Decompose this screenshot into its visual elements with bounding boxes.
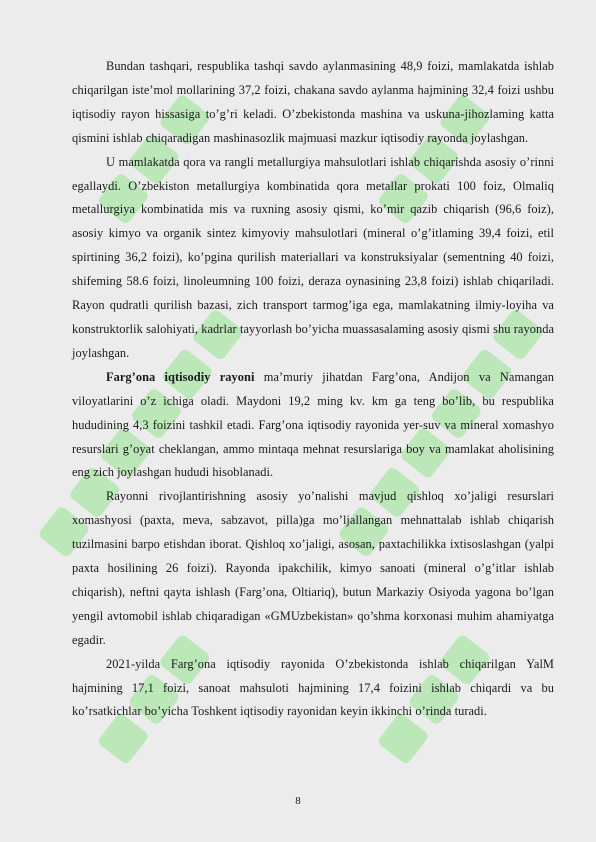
section-heading: Farg’ona iqtisodiy rayoni bbox=[106, 369, 255, 384]
page-number: 8 bbox=[295, 795, 301, 807]
paragraph: Rayonni rivojlantirishning asosiy yo’nalishi mavjud qishloq xo’jaligi resurslari xomashyosi (paxta, meva, sabzavot, pilla)ga mo’ljallangan mehnattalab ishlab chiqarish tuzilmasini barpo etishdan iborat. Qishloq xo’jaligi, asosan, paxtachilikka ixtisoslashgan (yalpi paxta hosilining 26 foizi). Rayonda ipakchilik, kimyo sanoati (mineral o’g’itlar ishlab chiqarish), neftni qayta ishlash (Farg’ona, Oltiariq), butun Markaziy Osiyoda yagona bo’lgan yengil avtomobil ishlab chiqaradigan «GMUzbekistan» qo’shma korxonasi muhim ahamiyatga egadir. bbox=[72, 489, 554, 647]
body-text bbox=[72, 55, 554, 724]
paragraph: 2021-yilda Farg’ona iqtisodiy rayonida O’zbekistonda ishlab chiqarilgan YalM hajmining 17,1 foizi, sanoat mahsuloti hajmining 17,4 foizini ishlab chiqardi va bu ko’rsatkichlar bo’yicha Toshkent iqtisodiy rayonidan keyin ikkinchi o’rinda turadi. bbox=[72, 656, 554, 719]
paragraph: U mamlakatda qora va rangli metallurgiya mahsulotlari ishlab chiqarishda asosiy o’rinni egallaydi. O’zbekiston metallurgiya kombinatida qora metallar prokati 100 foiz, Olmaliq metallurgiya kombinatida mis va ruxning asosiy qismi, ko’mir qazib chiqarish (96,6 foiz), asosiy kimyo va organik sintez kimyoviy mahsulotlari (mineral o’g’itlaming 39,4 foizi, etil spirtining 36,2 foizi), ko’pgina qurilish materiallari va konstruksiyalar (sementning 40 foizi, shifeming 58.6 foizi, linoleumning 100 foizi, deraza oynasining 23,8 foizi) ishlab chiqariladi. Rayon qudratli qurilish bazasi, zich transport tarmog’iga ega, mamlakatning ilmiy-loyiha va konstruktorlik salohiyati, kadrlar tayyorlash bo’yicha muassasalaming asosiy qismi shu rayonda joylashgan. bbox=[72, 154, 554, 360]
paragraph bbox=[72, 366, 554, 486]
paragraph-text: ma’muriy jihatdan Farg’ona, Andijon va Namangan viloyatlarini o’z ichiga oladi. Maydoni 19,2 ming kv. km ga teng bo’lib, bu respublika hududining 4,3 foizini tashkil etadi. Farg’ona iqtisodiy rayonida yer-suv va mineral xomashyo resurslari g’oyat cheklangan, ammo mintaqa mehnat resurslariga boy va mamlakat aholisining eng zich joylashgan hududi hisoblanadi. bbox=[72, 369, 554, 480]
paragraph: Bundan tashqari, respublika tashqi savdo aylanmasining 48,9 foizi, mamlakatda ishlab chiqarilgan iste’mol mollarining 37,2 foizi, chakana savdo aylanma hajmining 32,4 foizi ushbu iqtisodiy rayon hissasiga to’g’ri keladi. O’zbekistonda mashina va uskuna-jihozlaming katta qismini ishlab chiqaradigan mashinasozlik majmuasi mazkur iqtisodiy rayonda joylashgan. bbox=[72, 59, 554, 145]
